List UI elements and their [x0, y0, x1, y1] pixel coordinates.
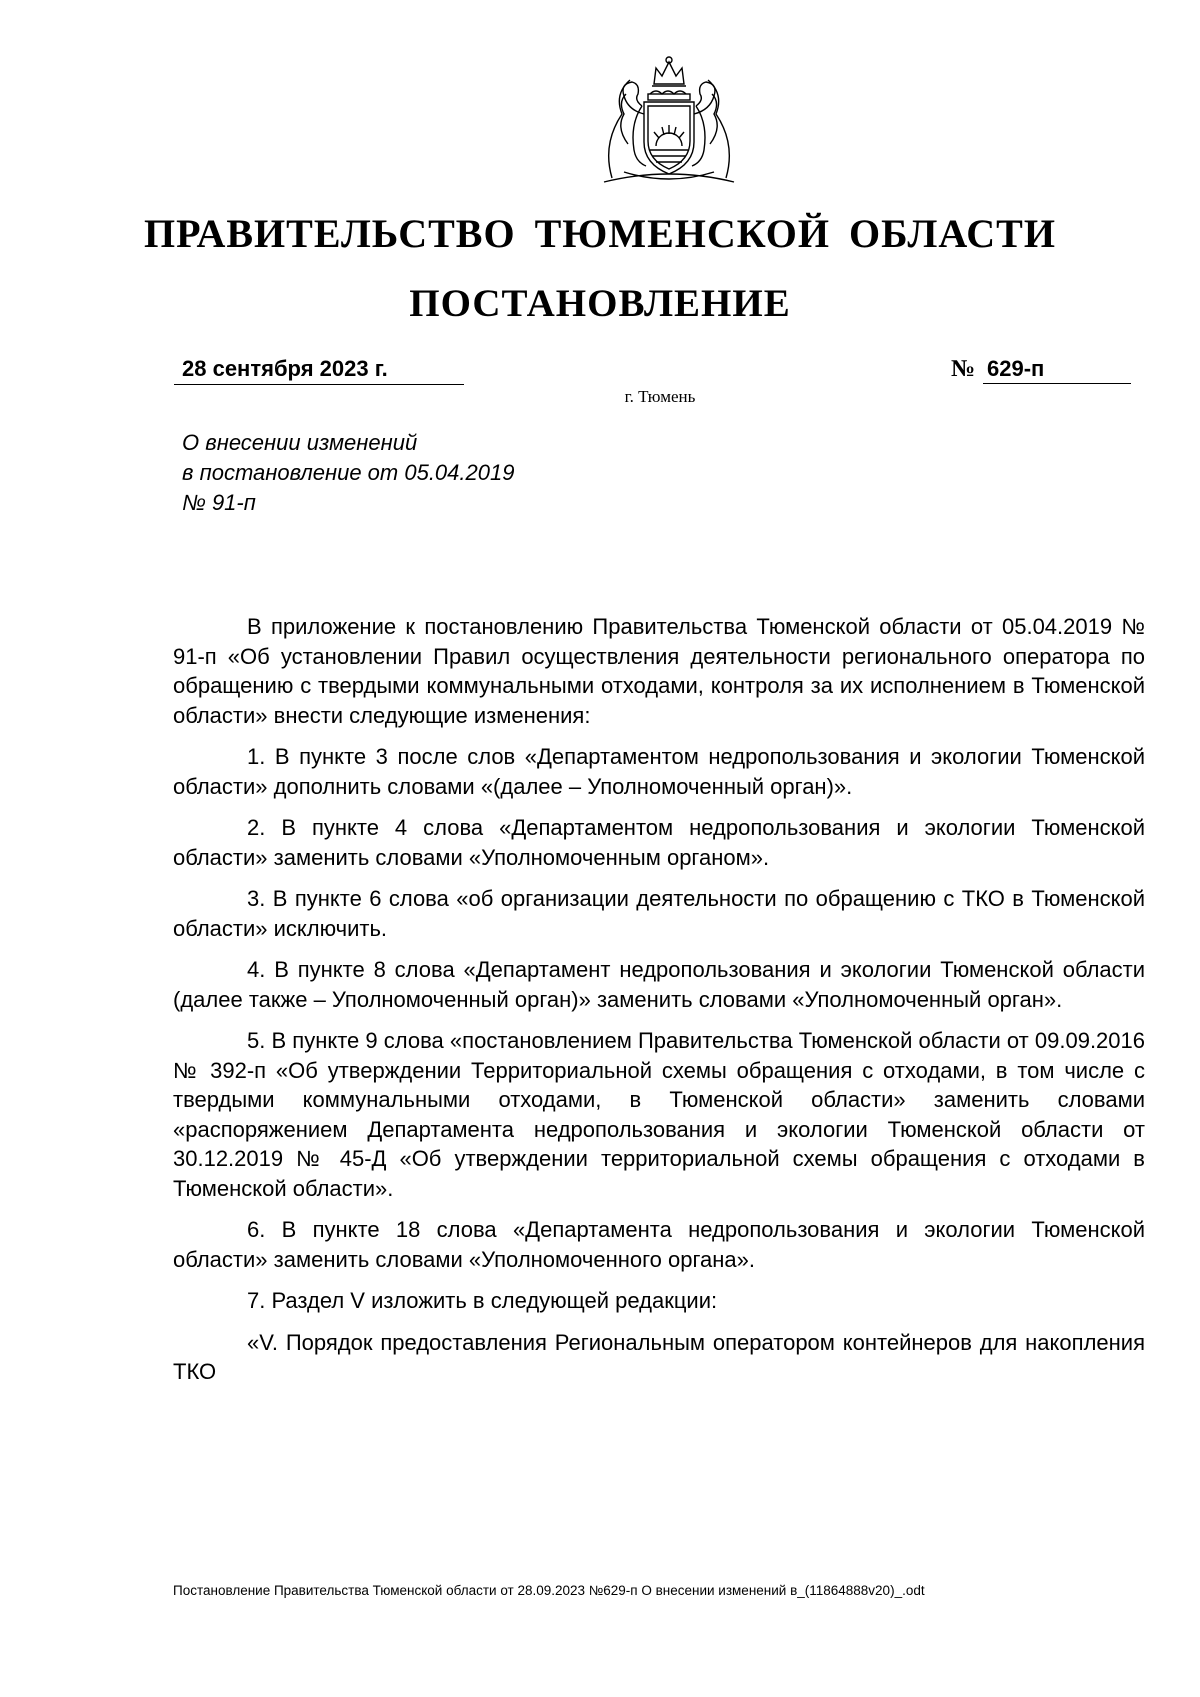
body-paragraph: 5. В пункте 9 слова «постановлением Правительства Тюменской области от 09.09.2016 № 392-п «Об утверждении Территориальной схемы обращения с отходами, в том числе с твердыми коммунальными отходами, в Тюменской области» заменить словами «распоряжением Департамента недропользования и экологии Тюменской области от 30.12.2019 № 45-Д «Об утверждении территориальной схемы обращения с отходами в Тюменской области». — [173, 1028, 1145, 1201]
document-number — [951, 353, 1135, 385]
body-paragraph: В приложение к постановлению Правительства Тюменской области от 05.04.2019 № 91-п «Об установлении Правил осуществления деятельности регионального оператора по обращению с твердыми коммунальными отходами, контроля за их исполнением в Тюменской области» внести следующие изменения: — [173, 614, 1145, 728]
body-paragraph: 1. В пункте 3 после слов «Департаментом недропользования и экологии Тюменской области» дополнить словами «(далее – Уполномоченный орган)». — [173, 744, 1145, 799]
document-subject — [182, 428, 602, 518]
page-footer: Постановление Правительства Тюменской области от 28.09.2023 №629-п О внесении изменений в_(11864888v20)_.odt — [173, 1583, 925, 1598]
number-sign: № — [951, 356, 976, 382]
subject-line: О внесении изменений — [182, 430, 418, 455]
body-paragraph: 2. В пункте 4 слова «Департаментом недропользования и экологии Тюменской области» заменить словами «Уполномоченным органом». — [173, 815, 1145, 870]
body-paragraph: 4. В пункте 8 слова «Департамент недропользования и экологии Тюменской области (далее также – Уполномоченный орган)» заменить словами «Уполномоченный орган». — [173, 957, 1145, 1012]
body-paragraph: 3. В пункте 6 слова «об организации деятельности по обращению с ТКО в Тюменской области» исключить. — [173, 886, 1145, 941]
document-body — [173, 612, 1145, 1399]
body-paragraph: «V. Порядок предоставления Региональным оператором контейнеров для накопления ТКО — [173, 1329, 1145, 1384]
body-paragraph: 7. Раздел V изложить в следующей редакции: — [247, 1288, 718, 1313]
body-paragraph: 6. В пункте 18 слова «Департамента недропользования и экологии Тюменской области» заменить словами «Уполномоченного органа». — [173, 1217, 1145, 1272]
document-date: 28 сентября 2023 г. — [174, 353, 464, 385]
subject-line: в постановление от 05.04.2019 — [182, 460, 515, 485]
number-value: 629-п — [983, 353, 1131, 384]
tyumen-coat-of-arms-icon — [594, 54, 744, 188]
document-type-title: ПОСТАНОВЛЕНИЕ — [409, 282, 791, 325]
government-title: ПРАВИТЕЛЬСТВО ТЮМЕНСКОЙ ОБЛАСТИ — [144, 211, 1056, 256]
subject-line: № 91-п — [182, 490, 256, 515]
issue-city: г. Тюмень — [624, 387, 696, 406]
